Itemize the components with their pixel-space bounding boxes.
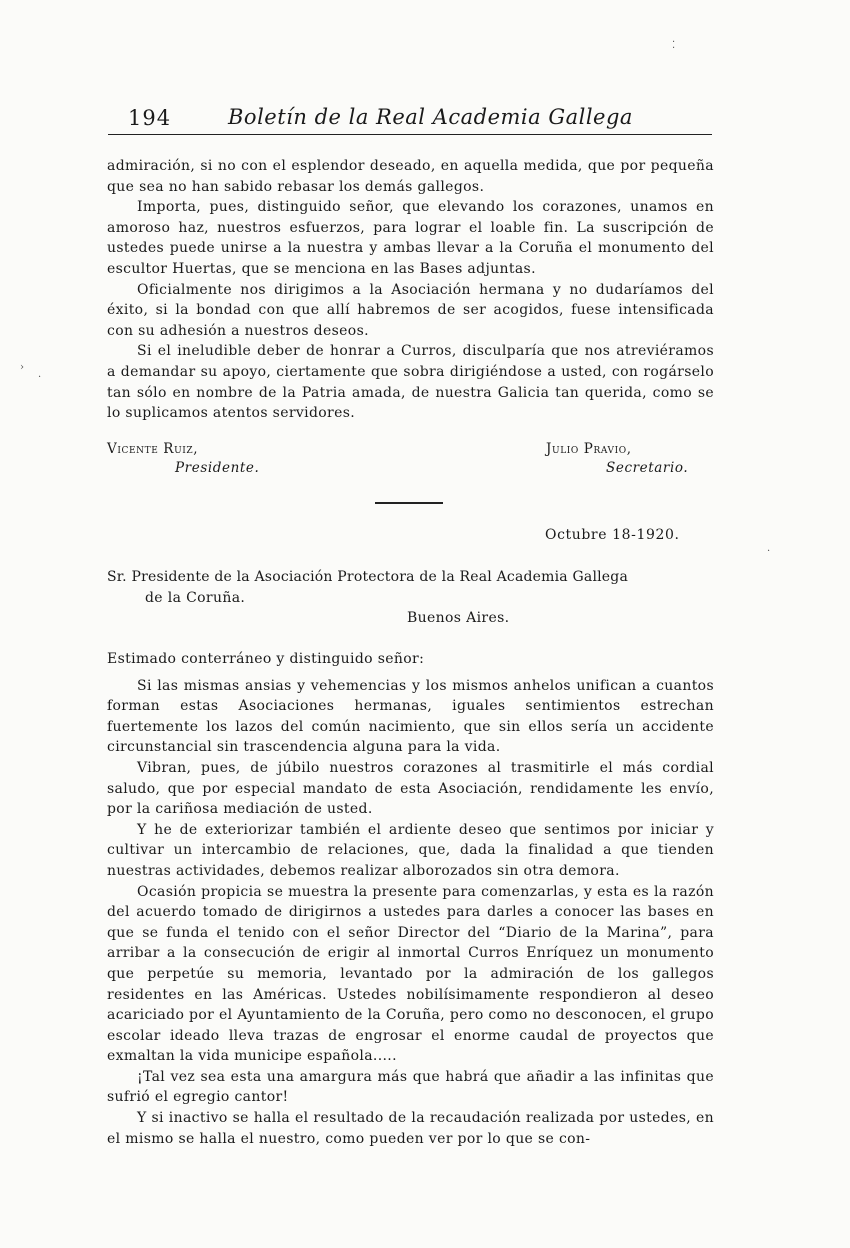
signature-left-name: Vicente Ruiz,	[107, 441, 199, 457]
letter2-paragraph: Vibran, pues, de júbilo nuestros corazones al trasmitirle el más cordial saludo, que por especial mandato de esta Asociación, rendidamente les envío, por la cariñosa mediación de usted.	[107, 759, 714, 818]
letter1-paragraph: Importa, pues, distinguido señor, que elevando los corazones, unamos en amoroso haz, nuestros esfuerzos, para lograr el loable fin. La suscripción de ustedes puede unirse a la nuestra y ambas llevar a la Coruña el monumento del escultor Huertas, que se menciona en las Bases adjuntas.	[107, 199, 714, 277]
signature-right	[546, 441, 688, 476]
letter1-paragraph: Si el ineludible deber de honrar a Curros, disculparía que nos atreviéramos a demandar su apoyo, ciertamente que sobra dirigiéndose a usted, con rogárselo tan sólo en nombre de la Patria amada, de nuestra Galicia tan querida, como se lo suplicamos atentos servidores.	[107, 343, 714, 422]
header-rule	[108, 134, 712, 135]
running-header	[128, 106, 712, 136]
addressee-line2: de la Coruña.	[145, 589, 246, 606]
signature-right-role: Secretario.	[606, 460, 689, 476]
salutation: Estimado conterráneo y distinguido señor:	[107, 651, 425, 667]
letter2-date: Octubre 18-1920.	[545, 527, 680, 543]
addressee-line1: Sr. Presidente de la Asociación Protectora de la Real Academia Gallega	[107, 569, 628, 585]
scan-speck: ·	[767, 546, 771, 557]
letter1-paragraph: Oficialmente nos dirigimos a la Asociación hermana y no dudaríamos del éxito, si la bondad con que allí habremos de ser acogidos, fuese intensificada con su adhesión a nuestros deseos.	[107, 281, 714, 339]
scan-speck: ⁚	[672, 40, 676, 51]
addressee-city: Buenos Aires.	[407, 610, 510, 627]
journal-title: Boletín de la Real Academia Gallega	[228, 105, 633, 129]
scan-speck: ›	[20, 362, 24, 373]
letter2-body	[107, 649, 714, 1149]
page-number: 194	[128, 106, 172, 130]
letter2-paragraph: Y si inactivo se halla el resultado de la recaudación realizada por ustedes, en el mismo se halla el nuestro, como pueden ver por lo que se con-	[107, 1110, 714, 1147]
letter2-paragraph: Y he de exteriorizar también el ardiente deseo que sentimos por iniciar y cultivar un intercambio de relaciones, que, dada la finalidad a que tienden nuestras actividades, debemos realizar alborozados sin otra demora.	[107, 821, 714, 879]
letter2-paragraph: Si las mismas ansias y vehemencias y los mismos anhelos unifican a cuantos forman estas Asociaciones hermanas, iguales sentimientos estrechan fuertemente los lazos del común nacimiento, que sin ellos sería un accidente circunstancial sin trascendencia alguna para la vida.	[107, 677, 714, 756]
letter2-paragraph: Ocasión propicia se muestra la presente para comenzarlas, y esta es la razón del acuerdo tomado de dirigirnos a ustedes para darles a conocer las bases en que se funda el tenido con el señor Director del “Diario de la Marina”, para arribar a la consecución de erigir al inmortal Curros Enríquez un monumento que perpetúe su memoria, levantado por la admiración de los gallegos residentes en las Américas. Ustedes nobilísimamente respondieron al deseo acariciado por el Ayuntamiento de la Coruña, pero como no desconocen, el grupo escolar ideado lleva trazas de engrosar el enorme caudal de proyectos que exmaltan la vida municipe española.....	[107, 883, 714, 1065]
section-separator	[375, 502, 443, 504]
signature-left-role: Presidente.	[175, 460, 260, 476]
signature-left	[107, 441, 259, 476]
letter2-paragraph: ¡Tal vez sea esta una amargura más que habrá que añadir a las infinitas que sufrió el egregio cantor!	[107, 1068, 714, 1106]
letter2-addressee	[107, 567, 714, 629]
signature-right-name: Julio Pravio,	[546, 441, 632, 457]
letter1-paragraph: admiración, si no con el esplendor deseado, en aquella medida, que por pequeña que sea no han sabido rebasar los demás gallegos.	[107, 158, 714, 195]
letter1-body	[107, 156, 714, 424]
scan-speck: ·	[38, 372, 42, 383]
